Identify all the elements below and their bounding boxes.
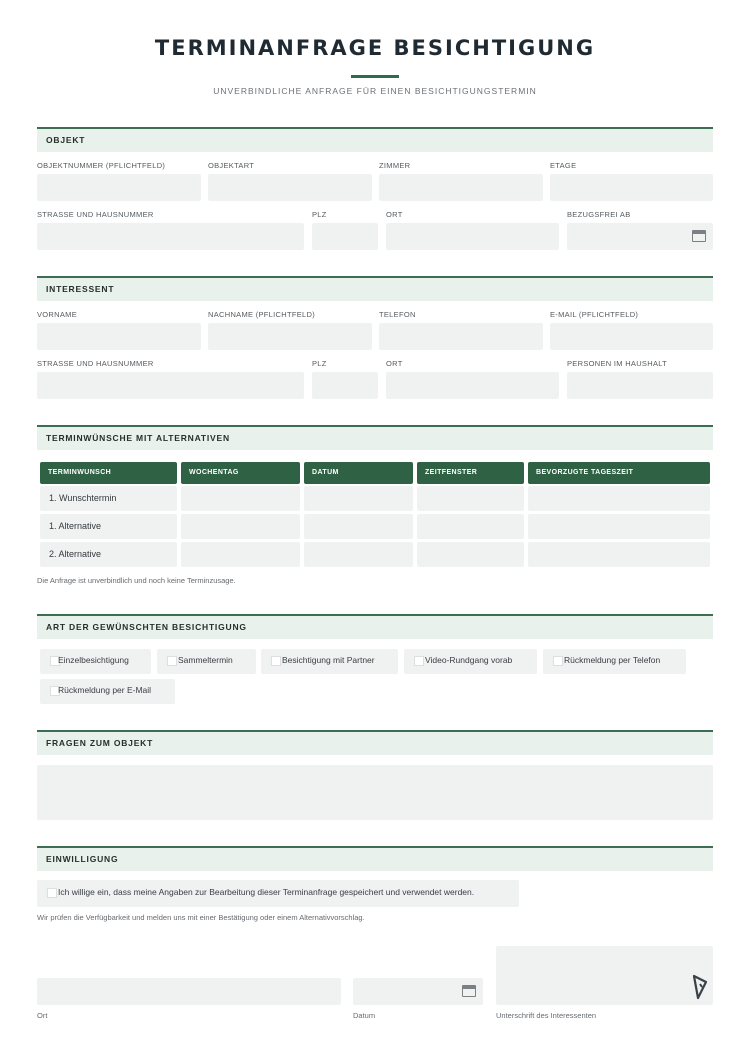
pen-icon	[690, 973, 710, 1001]
ort-field[interactable]	[37, 978, 341, 1005]
section-fragen-heading: FRAGEN ZUM OBJEKT	[46, 738, 154, 748]
zeitfenster-cell[interactable]	[417, 542, 524, 567]
table-row-label: 2. Alternative	[40, 542, 177, 567]
interessent-strasse-field[interactable]	[37, 372, 304, 399]
title-divider	[351, 75, 399, 78]
bezugsfrei-field[interactable]	[567, 223, 713, 250]
section-termine	[37, 425, 713, 450]
section-objekt	[37, 127, 713, 152]
option-sammeltermin[interactable]: Sammeltermin	[157, 649, 256, 674]
objektnummer-label: OBJEKTNUMMER (PFLICHTFELD)	[37, 161, 166, 170]
objekt-strasse-label: STRASSE UND HAUSNUMMER	[37, 210, 154, 219]
ort-caption: Ort	[37, 1011, 48, 1020]
zeitfenster-cell[interactable]	[417, 486, 524, 511]
interessent-ort-field[interactable]	[386, 372, 559, 399]
signature-field[interactable]	[496, 946, 713, 1005]
etage-field[interactable]	[550, 174, 713, 201]
datum-cell[interactable]	[304, 514, 413, 539]
section-art-heading: ART DER GEWÜNSCHTEN BESICHTIGUNG	[46, 622, 247, 632]
page-title: TERMINANFRAGE BESICHTIGUNG	[154, 36, 596, 60]
section-art	[37, 614, 713, 639]
section-objekt-heading: OBJEKT	[46, 135, 86, 145]
section-einwilligung	[37, 846, 713, 871]
einwilligung-note: Wir prüfen die Verfügbarkeit und melden uns mit einer Bestätigung oder einem Alternativvorschlag.	[37, 913, 365, 922]
objekt-ort-label: ORT	[386, 210, 403, 219]
datum-cell[interactable]	[304, 486, 413, 511]
wochentag-cell[interactable]	[181, 486, 300, 511]
checkbox[interactable]	[271, 656, 281, 666]
calendar-icon[interactable]	[462, 985, 476, 997]
objekt-strasse-field[interactable]	[37, 223, 304, 250]
tageszeit-cell[interactable]	[528, 514, 710, 539]
interessent-plz-label: PLZ	[312, 359, 327, 368]
datum-field[interactable]	[353, 978, 483, 1005]
zimmer-label: ZIMMER	[379, 161, 411, 170]
option-einzelbesichtigung[interactable]: Einzelbesichtigung	[40, 649, 151, 674]
personen-field[interactable]	[567, 372, 713, 399]
table-row-label: 1. Wunschtermin	[40, 486, 177, 511]
page-subtitle: UNVERBINDLICHE ANFRAGE FÜR EINEN BESICHTIGUNGSTERMIN	[213, 86, 537, 96]
objektnummer-field[interactable]	[37, 174, 201, 201]
zimmer-field[interactable]	[379, 174, 543, 201]
column-header-datum: DATUM	[304, 462, 413, 484]
email-field[interactable]	[550, 323, 713, 350]
interessent-ort-label: ORT	[386, 359, 403, 368]
option-rueckmeldung-telefon[interactable]: Rückmeldung per Telefon	[543, 649, 686, 674]
section-einwilligung-heading: EINWILLIGUNG	[46, 854, 119, 864]
nachname-field[interactable]	[208, 323, 372, 350]
zeitfenster-cell[interactable]	[417, 514, 524, 539]
datum-cell[interactable]	[304, 542, 413, 567]
section-interessent-heading: INTERESSENT	[46, 284, 115, 294]
checkbox[interactable]	[47, 888, 57, 898]
interessent-strasse-label: STRASSE UND HAUSNUMMER	[37, 359, 154, 368]
termine-note: Die Anfrage ist unverbindlich und noch keine Terminzusage.	[37, 576, 236, 585]
telefon-label: TELEFON	[379, 310, 416, 319]
option-besichtigung-partner[interactable]: Besichtigung mit Partner	[261, 649, 398, 674]
table-row-label: 1. Alternative	[40, 514, 177, 539]
email-label: E-MAIL (PFLICHTFELD)	[550, 310, 639, 319]
column-header-wochentag: WOCHENTAG	[181, 462, 300, 484]
section-termine-heading: TERMINWÜNSCHE MIT ALTERNATIVEN	[46, 433, 230, 443]
objektart-field[interactable]	[208, 174, 372, 201]
objekt-ort-field[interactable]	[386, 223, 559, 250]
interessent-plz-field[interactable]	[312, 372, 378, 399]
wochentag-cell[interactable]	[181, 514, 300, 539]
checkbox[interactable]	[553, 656, 563, 666]
consent-checkbox-row[interactable]: Ich willige ein, dass meine Angaben zur Bearbeitung dieser Terminanfrage gespeichert und verwendet werden.	[37, 880, 519, 907]
objekt-plz-field[interactable]	[312, 223, 378, 250]
personen-label: PERSONEN IM HAUSHALT	[567, 359, 668, 368]
objekt-plz-label: PLZ	[312, 210, 327, 219]
vorname-label: VORNAME	[37, 310, 78, 319]
unterschrift-caption: Unterschrift des Interessenten	[496, 1011, 597, 1020]
datum-caption: Datum	[353, 1011, 376, 1020]
section-fragen	[37, 730, 713, 755]
calendar-icon[interactable]	[692, 230, 706, 242]
telefon-field[interactable]	[379, 323, 543, 350]
nachname-label: NACHNAME (PFLICHTFELD)	[208, 310, 316, 319]
tageszeit-cell[interactable]	[528, 542, 710, 567]
fragen-textarea[interactable]	[37, 765, 713, 820]
column-header-terminwunsch: TERMINWUNSCH	[40, 462, 177, 484]
checkbox[interactable]	[414, 656, 424, 666]
checkbox[interactable]	[167, 656, 177, 666]
tageszeit-cell[interactable]	[528, 486, 710, 511]
vorname-field[interactable]	[37, 323, 201, 350]
etage-label: ETAGE	[550, 161, 577, 170]
wochentag-cell[interactable]	[181, 542, 300, 567]
option-rueckmeldung-email[interactable]: Rückmeldung per E-Mail	[40, 679, 175, 704]
column-header-tageszeit: BEVORZUGTE TAGESZEIT	[528, 462, 710, 484]
column-header-zeitfenster: ZEITFENSTER	[417, 462, 524, 484]
section-interessent	[37, 276, 713, 301]
option-video-rundgang[interactable]: Video-Rundgang vorab	[404, 649, 537, 674]
bezugsfrei-label: BEZUGSFREI AB	[567, 210, 631, 219]
objektart-label: OBJEKTART	[208, 161, 255, 170]
